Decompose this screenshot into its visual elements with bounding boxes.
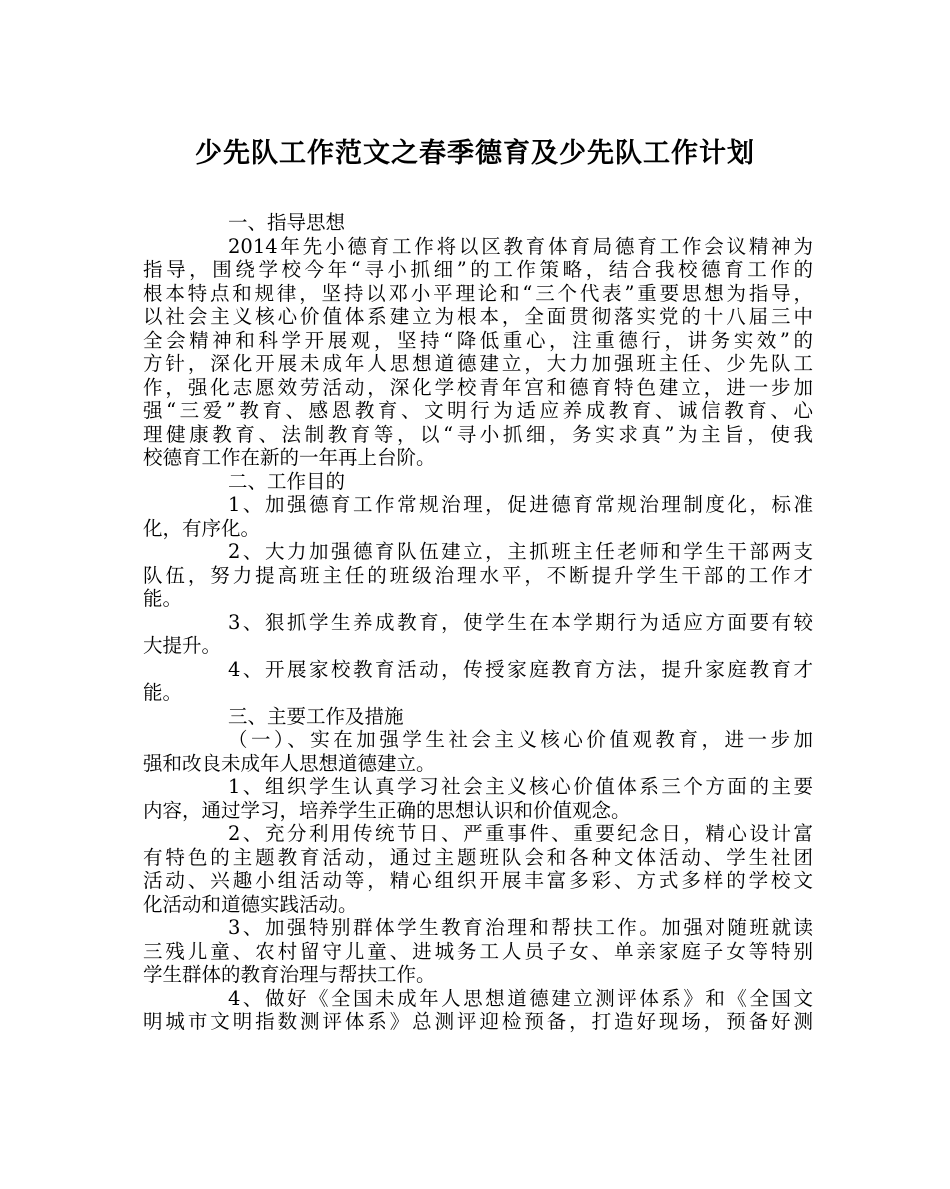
document-body xyxy=(143,211,813,1034)
text-line: 理健康教育、法制教育等，以“寻小抓细，务实求真”为主旨，使我 xyxy=(143,422,813,446)
text-line: 根本特点和规律，坚持以邓小平理论和“三个代表”重要思想为指导， xyxy=(143,281,813,305)
text-line: 2014年先小德育工作将以区教育体育局德育工作会议精神为 xyxy=(228,234,813,258)
text-line: 队伍，努力提高班主任的班级治理水平，不断提升学生干部的工作才 xyxy=(143,563,813,587)
text-line: 4、做好《全国未成年人思想道德建立测评体系》和《全国文 xyxy=(228,986,813,1010)
text-line: （一）、实在加强学生社会主义核心价值观教育，进一步加 xyxy=(228,728,813,751)
text-line: 4、开展家校教育活动，传授家庭教育方法，提升家庭教育才 xyxy=(228,657,813,681)
text-line: 2、充分利用传统节日、严重事件、重要纪念日，精心设计富 xyxy=(228,822,813,845)
text-line: 3、狠抓学生养成教育，使学生在本学期行为适应方面要有较 xyxy=(228,610,813,634)
text-line: 2、大力加强德育队伍建立，主抓班主任老师和学生干部两支 xyxy=(228,540,813,563)
text-line: 有特色的主题教育活动，通过主题班队会和各种文体活动、学生社团 xyxy=(143,845,813,869)
text-line: 活动、兴趣小组活动等，精心组织开展丰富多彩、方式多样的学校文 xyxy=(143,869,813,892)
text-line: 明城市文明指数测评体系》总测评迎检预备，打造好现场，预备好测 xyxy=(143,1010,813,1033)
text-line: 大提升。 xyxy=(143,634,222,657)
text-line: 二、工作目的 xyxy=(228,469,346,493)
text-line: 1、加强德育工作常规治理，促进德育常规治理制度化，标准 xyxy=(228,493,813,516)
text-line: 1、组织学生认真学习社会主义核心价值体系三个方面的主要 xyxy=(228,775,813,798)
text-line: 学生群体的教育治理与帮扶工作。 xyxy=(143,963,436,986)
text-line: 方针，深化开展未成年人思想道德建立，大力加强班主任、少先队工 xyxy=(143,352,813,375)
text-line: 校德育工作在新的一年再上台阶。 xyxy=(143,446,436,469)
text-line: 强“三爱”教育、感恩教育、文明行为适应养成教育、诚信教育、心 xyxy=(143,399,813,422)
text-line: 三残儿童、农村留守儿童、进城务工人员子女、单亲家庭子女等特别 xyxy=(143,939,813,963)
text-line: 强和改良未成年人思想道德建立。 xyxy=(143,751,436,775)
text-line: 作，强化志愿效劳活动，深化学校青年宫和德育特色建立，进一步加 xyxy=(143,375,813,399)
text-line: 指导，围绕学校今年“寻小抓细”的工作策略，结合我校德育工作的 xyxy=(143,258,813,281)
text-line: 3、加强特别群体学生教育治理和帮扶工作。加强对随班就读 xyxy=(228,916,813,939)
text-line: 化，有序化。 xyxy=(143,516,261,540)
text-line: 化活动和道德实践活动。 xyxy=(143,892,358,916)
text-line: 三、主要工作及措施 xyxy=(228,704,404,728)
text-line: 一、指导思想 xyxy=(228,211,346,234)
document-title: 少先队工作范文之春季德育及少先队工作计划 xyxy=(195,138,755,169)
text-line: 内容，通过学习，培养学生正确的思想认识和价值观念。 xyxy=(143,798,631,822)
text-line: 全会精神和科学开展观，坚持“降低重心，注重德行，讲务实效”的 xyxy=(143,328,813,352)
text-line: 以社会主义核心价值体系建立为根本，全面贯彻落实党的十八届三中 xyxy=(143,305,813,328)
text-line: 能。 xyxy=(143,587,183,610)
text-line: 能。 xyxy=(143,681,183,704)
